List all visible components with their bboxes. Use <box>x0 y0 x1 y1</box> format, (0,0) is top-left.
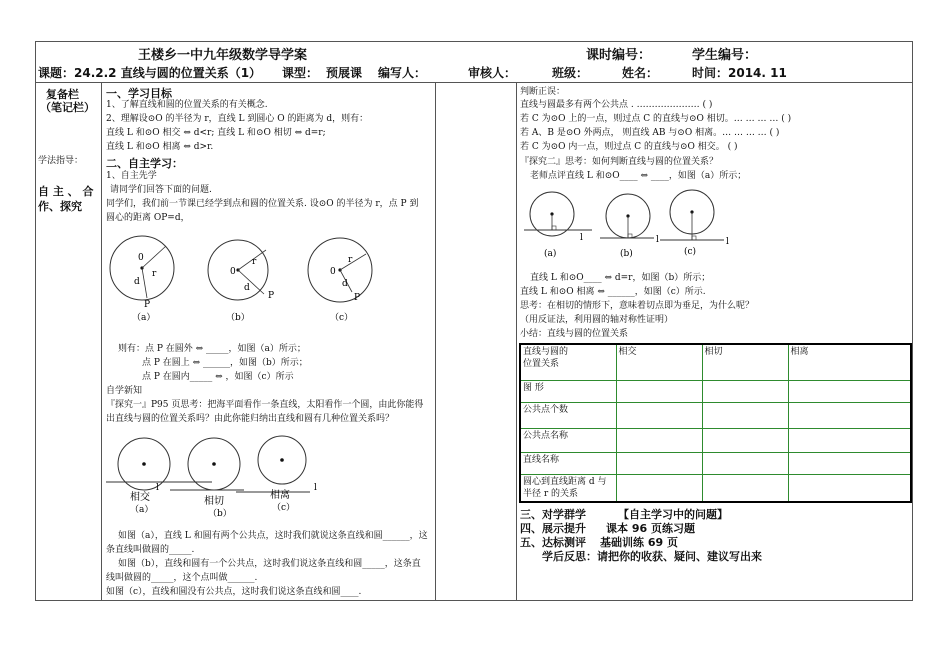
lesson-topic: 课题：24.2.2 直线与圆的位置关系（1） <box>38 66 262 80</box>
svg-text:(a): (a) <box>544 249 557 259</box>
svg-text:相切: 相切 <box>204 496 224 507</box>
figure-a <box>110 236 174 323</box>
svg-text:l: l <box>726 237 729 247</box>
svg-text:d: d <box>342 279 348 289</box>
svg-text:0: 0 <box>138 253 144 263</box>
lesson-number-label: 课时编号： <box>586 48 652 63</box>
judge-item-2: 若 C 为⊙O 上的一点，则过点 C 的直线与⊙O 相切。… … … … ( ) <box>520 114 792 124</box>
judge-item-1: 直线与圆最多有两个公共点 . ………………… ( ) <box>520 100 713 110</box>
separate-condition: 直线 L 和⊙O 相离 ⇔ ______，如图（c）所示. <box>520 287 706 297</box>
point-circle-figure-group <box>102 224 432 324</box>
para-b-line1: 如图（b），直线和圆有一个公共点，这时我们说这条直线和圆_____，这条直 <box>118 559 421 569</box>
svg-text:(c): (c) <box>684 247 697 257</box>
table-header-label: 直线与圆的 位置关系 <box>520 344 616 380</box>
goal-1: 1、了解直线和圆的位置关系的有关概念. <box>106 100 268 110</box>
svg-text:相交: 相交 <box>130 492 150 503</box>
col-intersect: 相交 <box>616 344 702 380</box>
sidebar-review-title: 复备栏 <box>46 88 79 101</box>
figure-c <box>308 238 372 323</box>
judge-item-3: 若 A、B 是⊙O 外两点， 则直线 AB 与⊙O 相离。… … … … ( ) <box>520 128 780 138</box>
sidebar-mode-line1: 自 主 、 合 <box>38 185 94 198</box>
lesson-type-value: 预展课 <box>326 66 363 80</box>
svg-text:（c）: （c） <box>272 503 296 513</box>
section-1-title: 一、学习目标 <box>106 87 172 100</box>
line-circle-figures-left <box>104 432 434 518</box>
svg-text:r: r <box>348 255 353 265</box>
reviewer-label: 审核人： <box>468 66 517 80</box>
table-row: 直线名称 <box>520 452 911 474</box>
review-text-1: 同学们，我们前一节课已经学到点和圆的位置关系. 设⊙O 的半径为 r，点 P 到 <box>106 199 419 209</box>
svg-text:（b）: （b） <box>226 313 250 323</box>
section-4-title: 四、展示提升 <box>520 522 586 535</box>
summary-title: 小结：直线与圆的位置关系 <box>520 329 629 339</box>
svg-text:（a）: （a） <box>132 313 156 323</box>
relation-table <box>519 343 912 503</box>
svg-text:r: r <box>252 257 257 267</box>
point-relation-2: 点 P 在圆上 ⇔ ______，如图（b）所示； <box>142 358 308 368</box>
svg-text:P: P <box>268 291 275 301</box>
svg-text:P: P <box>354 293 361 303</box>
judge-item-4: 若 C 为⊙O 内一点，则过点 C 的直线与⊙O 相交。 ( ) <box>520 142 738 152</box>
svg-text:（c）: （c） <box>330 313 354 323</box>
section-5-note: 基础训练 69 页 <box>600 536 678 549</box>
svg-text:l: l <box>580 233 583 243</box>
svg-text:0: 0 <box>230 267 236 277</box>
section-3-title: 三、对学群学 <box>520 508 586 521</box>
figure-intersect <box>106 438 212 503</box>
sidebar-notes-title: （笔记栏） <box>40 101 95 114</box>
right-figure-b <box>600 194 659 259</box>
new-knowledge-title: 自学新知 <box>106 386 143 396</box>
para-a-line1: 如图（a），直线 L 和圆有两个公共点，这时我们就说这条直线和圆______，这 <box>118 531 428 541</box>
figure-separate <box>236 436 317 513</box>
name-label: 姓名： <box>622 66 659 80</box>
figure-tangent <box>170 438 244 518</box>
para-b-line2: 线叫做圆的_____，这个点叫做______. <box>106 573 258 583</box>
section-5-title: 五、达标测评 <box>520 536 586 549</box>
think-question: 思考：在相切的情形下，意味着切点即为垂足，为什么呢？ <box>520 301 755 311</box>
svg-text:d: d <box>134 277 140 287</box>
teacher-comment: 老师点评直线 L 和⊙O____ ⇔ ____，如图（a）所示； <box>530 171 747 181</box>
table-row: 公共点个数 <box>520 402 911 428</box>
class-label: 班级： <box>552 66 589 80</box>
svg-text:l: l <box>314 483 317 493</box>
svg-text:P: P <box>144 300 151 310</box>
reflection-prompt: 学后反思：请把你的收获、疑问、建议写出来 <box>542 550 762 563</box>
table-row: 圆心到直线距离 d 与 半径 r 的关系 <box>520 474 911 502</box>
goal-2: 2、理解设⊙O 的半径为 r，直线 L 到圆心 O 的距离为 d，则有： <box>106 114 369 124</box>
sidebar-mode-line2: 作、探究 <box>38 200 82 213</box>
figure-b <box>208 240 274 323</box>
right-figure-a <box>524 192 592 259</box>
para-c-line1: 如图（c），直线和圆没有公共点，这时我们说这条直线和圆____. <box>106 587 362 597</box>
col-separate: 相离 <box>788 344 911 380</box>
col-tangent: 相切 <box>702 344 788 380</box>
explore-1-line1: 『探究一』P95 页思考：把海平面看作一条直线，太阳看作一个圆，由此你能得 <box>106 400 424 410</box>
pre-study: 1、自主先学 <box>106 171 157 181</box>
right-figure-c <box>660 190 729 257</box>
student-number-label: 学生编号： <box>692 48 758 63</box>
page-title: 王楼乡一中九年级数学导学案 <box>138 48 308 63</box>
svg-text:相离: 相离 <box>270 490 290 501</box>
para-a-line2: 条直线叫做圆的_____. <box>106 545 195 555</box>
svg-text:d: d <box>244 283 250 293</box>
explore-1-line2: 出直线与圆的位置关系吗？由此你能归纳出直线和圆有几种位置关系吗？ <box>106 414 395 424</box>
svg-text:（a）: （a） <box>130 505 154 515</box>
line-circle-figures-right <box>520 182 790 264</box>
pre-study-desc: 请同学们回答下面的问题. <box>110 185 212 195</box>
explore-2: 『探究二』思考：如何判断直线与圆的位置关系？ <box>520 157 719 167</box>
goal-3: 直线 L 和⊙O 相交 ⇔ d<r; 直线 L 和⊙O 相切 ⇔ d=r; <box>106 128 326 138</box>
table-row: 图 形 <box>520 380 911 402</box>
svg-text:l: l <box>656 235 659 245</box>
lesson-type-label: 课型： <box>282 66 319 80</box>
tangent-condition: 直线 L 和⊙O____ ⇔ d=r，如图（b）所示； <box>530 273 711 283</box>
svg-text:0: 0 <box>330 267 336 277</box>
svg-text:r: r <box>152 269 157 279</box>
point-relation-1: 则有：点 P 在圆外 ⇔ _____，如图（a）所示； <box>118 344 306 354</box>
author-label: 编写人： <box>378 66 427 80</box>
svg-text:l: l <box>156 483 159 493</box>
section-2-title: 二、自主学习： <box>106 157 183 170</box>
section-4-note: 课本 96 页练习题 <box>606 522 695 535</box>
sidebar-guide-label: 学法指导： <box>38 156 84 166</box>
date-label: 时间：2014. 11 <box>692 66 787 80</box>
table-header-row <box>520 344 911 380</box>
judge-title: 判断正误： <box>520 87 566 97</box>
section-3-note: 【自主学习中的问题】 <box>618 508 728 521</box>
svg-text:（b）: （b） <box>208 509 232 518</box>
proof-hint: （用反证法，利用圆的轴对称性证明） <box>520 315 674 325</box>
svg-text:(b): (b) <box>620 249 633 259</box>
table-row: 公共点名称 <box>520 428 911 452</box>
review-text-2: 圆心的距离 OP=d， <box>106 213 190 223</box>
point-relation-3: 点 P 在圆内_____ ⇔ ，如图（c）所示 <box>142 372 294 382</box>
goal-4: 直线 L 和⊙O 相离 ⇔ d>r. <box>106 142 214 152</box>
